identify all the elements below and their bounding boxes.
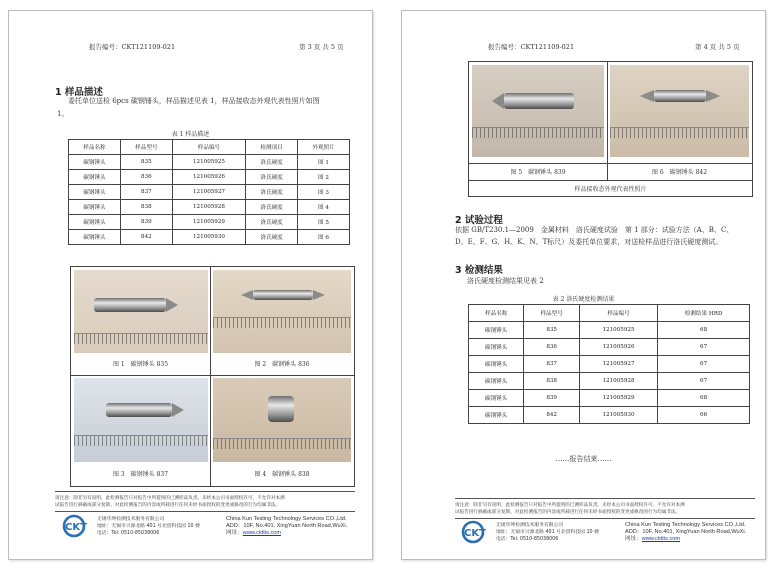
table-header-cell: 检测结果 HRD bbox=[658, 305, 750, 322]
table-row bbox=[469, 322, 750, 339]
table-cell: 碳钢锤头 bbox=[469, 390, 524, 407]
figure-caption: 图 1 碳钢锤头 835 bbox=[112, 361, 169, 368]
table-cell: 121005927 bbox=[579, 356, 657, 373]
hardness-results-table bbox=[468, 304, 750, 424]
table-header-cell: 样品编号 bbox=[579, 305, 657, 322]
table-row bbox=[69, 170, 350, 185]
table-cell: 67 bbox=[658, 356, 750, 373]
table-cell: 碳钢锤头 bbox=[469, 339, 524, 356]
sample-description-table bbox=[68, 139, 350, 245]
table-row bbox=[469, 373, 750, 390]
test-process-text: 依据 GB/T230.1—2009 金属材料 洛氏硬度试验 第 1 部分：试验方法（A、B、C、 bbox=[455, 226, 734, 234]
sample-photo-838 bbox=[213, 378, 351, 462]
results-intro: 洛氏硬度检测结果见表 2 bbox=[467, 277, 544, 285]
table-cell: 洛氏硬度 bbox=[246, 155, 298, 170]
table-cell: 838 bbox=[524, 373, 579, 390]
figure-group-caption: 样品接收态外观代表性照片 bbox=[574, 186, 647, 193]
table-cell: 835 bbox=[524, 322, 579, 339]
table-row bbox=[469, 339, 750, 356]
table-header-cell: 检测项目 bbox=[246, 140, 298, 155]
table-row bbox=[469, 390, 750, 407]
company-name-en: China Kun Testing Technology Services CO.,Ltd. bbox=[625, 522, 746, 528]
table-cell: 67 bbox=[658, 339, 750, 356]
table-cell: 68 bbox=[658, 390, 750, 407]
table1-caption: 表 1 样品描述 bbox=[171, 131, 210, 138]
table-header-cell: 样品名称 bbox=[469, 305, 524, 322]
company-logo bbox=[460, 520, 490, 544]
table-row bbox=[69, 200, 350, 215]
table-cell: 68 bbox=[658, 322, 750, 339]
table-cell: 121005930 bbox=[579, 407, 657, 424]
logo-text: CKT bbox=[65, 522, 87, 533]
table-header-row bbox=[469, 305, 750, 322]
table-header-cell: 样品型号 bbox=[524, 305, 579, 322]
logo-text: CKT bbox=[464, 528, 486, 539]
table-header-row bbox=[69, 140, 350, 155]
sample-photo-836 bbox=[213, 270, 351, 353]
page-number: 第 3 页 共 5 页 bbox=[299, 43, 344, 51]
table-row bbox=[69, 215, 350, 230]
legal-statement-cont: 试报告进行摘截或部分复制。对此检测报告的内容或所载进行任何未经书面授权的变更或修改的行为均属非法。 bbox=[455, 510, 681, 515]
table-header-cell: 外观照片 bbox=[298, 140, 350, 155]
sample-photo-837 bbox=[74, 378, 208, 462]
table-cell: 碳钢锤头 bbox=[469, 373, 524, 390]
company-name-cn: 无锡华坤检测技术服务有限公司 bbox=[496, 523, 564, 528]
table-cell: 图 6 bbox=[298, 230, 350, 245]
figure-caption: 图 6 碳钢锤头 842 bbox=[651, 169, 708, 176]
table-cell: 洛氏硬度 bbox=[246, 215, 298, 230]
table-cell: 121005928 bbox=[579, 373, 657, 390]
table-cell: 121005925 bbox=[579, 322, 657, 339]
company-address-en: ADD：10F, No.401, XingYuan North Road,WuXi. bbox=[625, 529, 747, 535]
company-name-cn: 无锡华坤检测技术服务有限公司 bbox=[97, 517, 165, 522]
sample-photo-842 bbox=[610, 65, 749, 157]
website-link[interactable]: www.ckttis.com bbox=[242, 530, 282, 536]
table-cell: 图 5 bbox=[298, 215, 350, 230]
table-cell: 洛氏硬度 bbox=[246, 200, 298, 215]
table-cell: 838 bbox=[120, 200, 172, 215]
table-cell: 842 bbox=[120, 230, 172, 245]
table-cell: 121005926 bbox=[579, 339, 657, 356]
table-header-cell: 样品名称 bbox=[69, 140, 121, 155]
table-cell: 839 bbox=[120, 215, 172, 230]
table-header-cell: 样品型号 bbox=[120, 140, 172, 155]
table-cell: 碳钢锤头 bbox=[69, 170, 121, 185]
company-website: 网址：www.ckttis.com bbox=[625, 536, 681, 542]
table-cell: 839 bbox=[524, 390, 579, 407]
table-cell: 836 bbox=[120, 170, 172, 185]
sample-photo-835 bbox=[74, 270, 208, 353]
report-page-4 bbox=[401, 10, 766, 560]
table-cell: 洛氏硬度 bbox=[246, 230, 298, 245]
report-end-text: ……报告结束…… bbox=[555, 455, 612, 463]
table-cell: 图 1 bbox=[298, 155, 350, 170]
table-row bbox=[69, 185, 350, 200]
photo-grid-2 bbox=[468, 61, 753, 197]
company-address-en: ADD：10F, No.401, XingYuan North Road,WuXi. bbox=[226, 523, 348, 529]
table-cell: 洛氏硬度 bbox=[246, 185, 298, 200]
company-address-cn: 地址：无锡市兴源北路 401 号北创科技园 10 楼 bbox=[496, 530, 599, 535]
table-cell: 碳钢锤头 bbox=[469, 322, 524, 339]
table-header-cell: 样品编号 bbox=[172, 140, 245, 155]
table-cell: 837 bbox=[120, 185, 172, 200]
legal-statement-cont: 试报告进行摘截或部分复制。对此检测报告的内容或所载进行任何未经书面授权的变更或修改的行为均属非法。 bbox=[55, 503, 281, 508]
table-cell: 碳钢锤头 bbox=[69, 230, 121, 245]
company-logo bbox=[61, 514, 91, 538]
table-cell: 837 bbox=[524, 356, 579, 373]
legal-statement: 请注意：除非另有说明，此检测报告只对报告中所提到的已测样品负责。未经本公司书面授权许可，不允许对本测 bbox=[55, 496, 285, 501]
table-cell: 碳钢锤头 bbox=[69, 200, 121, 215]
table-cell: 图 2 bbox=[298, 170, 350, 185]
table-cell: 842 bbox=[524, 407, 579, 424]
table-cell: 66 bbox=[658, 407, 750, 424]
table-cell: 121005930 bbox=[172, 230, 245, 245]
company-address-cn: 地址：无锡市兴源北路 401 号北创科技园 10 楼 bbox=[97, 524, 200, 529]
table-cell: 碳钢锤头 bbox=[469, 356, 524, 373]
table-cell: 121005929 bbox=[579, 390, 657, 407]
table-cell: 67 bbox=[658, 373, 750, 390]
legal-statement: 请注意：除非另有说明，此检测报告只对报告中所提到的已测样品负责。未经本公司书面授权许可，不允许对本测 bbox=[455, 503, 685, 508]
table-cell: 121005929 bbox=[172, 215, 245, 230]
section-title-sample-description: 1 样品描述 bbox=[55, 87, 103, 98]
report-number: 报告编号：CKT121109-021 bbox=[488, 43, 575, 51]
table-cell: 121005925 bbox=[172, 155, 245, 170]
table-cell: 碳钢锤头 bbox=[69, 155, 121, 170]
table-cell: 碳钢锤头 bbox=[69, 215, 121, 230]
company-phone: 电话：Tel: 0510-85038006 bbox=[97, 531, 160, 536]
table-cell: 图 4 bbox=[298, 200, 350, 215]
section-title-test-process: 2 试验过程 bbox=[455, 215, 503, 226]
company-website: 网址：www.ckttis.com bbox=[226, 530, 282, 536]
table2-caption: 表 2 洛氏硬度检测结果 bbox=[552, 296, 615, 303]
section-title-results: 3 检测结果 bbox=[455, 265, 503, 276]
intro-text: 委托单位送检 6pcs 碳钢锤头，样品描述见表 1，样品接收态外观代表性照片如图 bbox=[68, 97, 320, 105]
table-cell: 碳钢锤头 bbox=[69, 185, 121, 200]
table-row bbox=[469, 356, 750, 373]
company-name-en: China Kun Testing Technology Services CO.,Ltd. bbox=[226, 516, 347, 522]
intro-text-cont: 1。 bbox=[57, 110, 69, 118]
page-number: 第 4 页 共 5 页 bbox=[695, 43, 740, 51]
sample-photo-839 bbox=[472, 65, 604, 157]
test-process-text-cont: D、E、F、G、H、K、N、T标尺）及委托单位要求，对送检样品进行洛氏硬度测试。 bbox=[455, 238, 723, 246]
table-cell: 121005926 bbox=[172, 170, 245, 185]
table-cell: 121005927 bbox=[172, 185, 245, 200]
report-number: 报告编号：CKT121109-021 bbox=[89, 43, 176, 51]
table-row bbox=[469, 407, 750, 424]
photo-grid bbox=[70, 266, 355, 487]
table-row bbox=[69, 155, 350, 170]
figure-caption: 图 4 碳钢锤头 838 bbox=[254, 471, 310, 478]
table-row bbox=[69, 230, 350, 245]
table-cell: 图 3 bbox=[298, 185, 350, 200]
report-page-3 bbox=[8, 10, 373, 560]
figure-caption: 图 5 碳钢锤头 839 bbox=[510, 169, 566, 176]
table-cell: 835 bbox=[120, 155, 172, 170]
figure-caption: 图 2 碳钢锤头 836 bbox=[254, 361, 310, 368]
website-link[interactable]: www.ckttis.com bbox=[641, 536, 681, 542]
table-cell: 碳钢锤头 bbox=[469, 407, 524, 424]
table-cell: 836 bbox=[524, 339, 579, 356]
figure-caption: 图 3 碳钢锤头 837 bbox=[112, 471, 169, 478]
table-cell: 121005928 bbox=[172, 200, 245, 215]
table-cell: 洛氏硬度 bbox=[246, 170, 298, 185]
company-phone: 电话：Tel: 0510-85038006 bbox=[496, 537, 559, 542]
